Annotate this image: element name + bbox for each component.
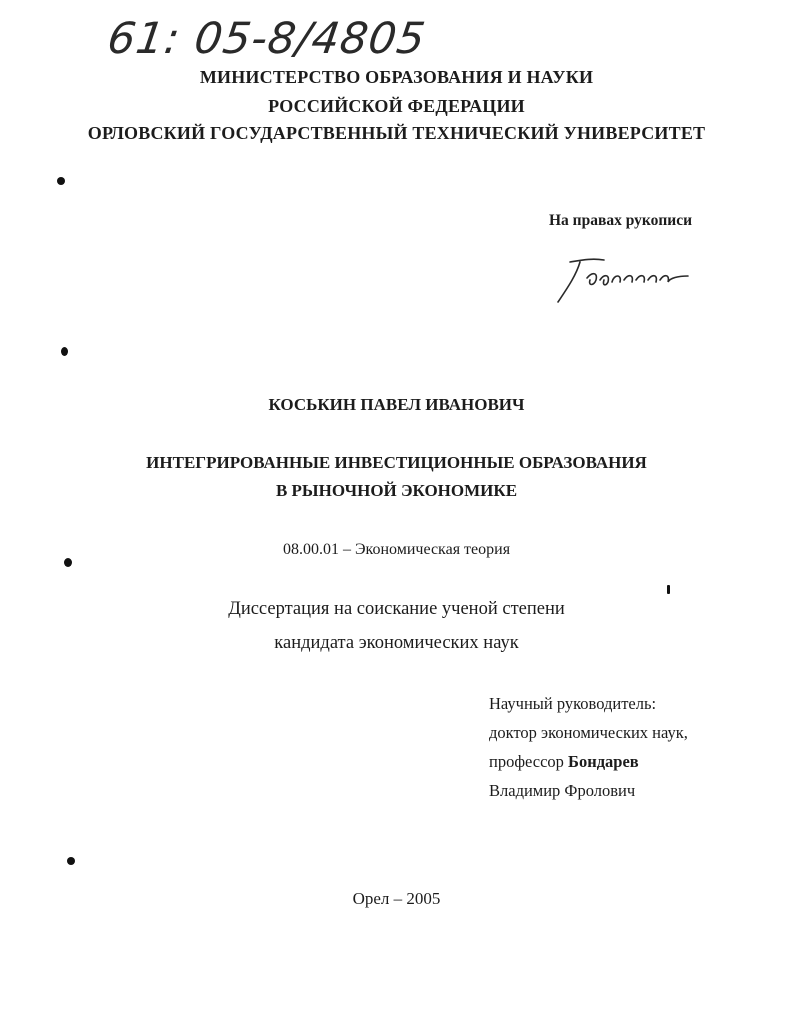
supervisor-name: Владимир Фролович bbox=[489, 781, 636, 800]
rights-note: На правах рукописи bbox=[549, 212, 693, 229]
dissertation-line-2: кандидата экономических наук bbox=[274, 633, 519, 653]
specialty: 08.00.01 – Экономическая теория bbox=[282, 541, 511, 558]
supervisor-degree: доктор экономических наук, bbox=[489, 723, 688, 742]
university-name: ОРЛОВСКИЙ ГОСУДАРСТВЕННЫЙ ТЕХНИЧЕСКИЙ УНИВЕРСИТЕТ bbox=[87, 123, 706, 143]
scan-speck bbox=[57, 177, 65, 185]
dissertation-line-1: Диссертация на соискание ученой степени bbox=[228, 599, 565, 619]
title-line-1: ИНТЕГРИРОВАННЫЕ ИНВЕСТИЦИОННЫЕ ОБРАЗОВАНИЯ bbox=[146, 453, 647, 472]
ministry-line-2: РОССИЙСКОЙ ФЕДЕРАЦИИ bbox=[268, 96, 525, 116]
scan-speck bbox=[667, 585, 670, 594]
supervisor-title-line bbox=[489, 752, 639, 772]
supervisor-surname: Бондарев bbox=[568, 752, 639, 771]
scan-speck bbox=[61, 347, 68, 356]
scan-speck bbox=[64, 558, 72, 567]
author-name: КОСЬКИН ПАВЕЛ ИВАНОВИЧ bbox=[268, 395, 525, 414]
supervisor-label: Научный руководитель: bbox=[489, 694, 657, 713]
scan-speck bbox=[67, 857, 75, 865]
ministry-line-1: МИНИСТЕРСТВО ОБРАЗОВАНИЯ И НАУКИ bbox=[199, 67, 594, 87]
signature bbox=[552, 250, 702, 310]
archive-code: 61: 05-8/4805 bbox=[104, 14, 429, 64]
city-year: Орел – 2005 bbox=[352, 889, 441, 908]
supervisor-title: профессор bbox=[489, 752, 564, 771]
title-line-2: В РЫНОЧНОЙ ЭКОНОМИКЕ bbox=[275, 481, 518, 500]
